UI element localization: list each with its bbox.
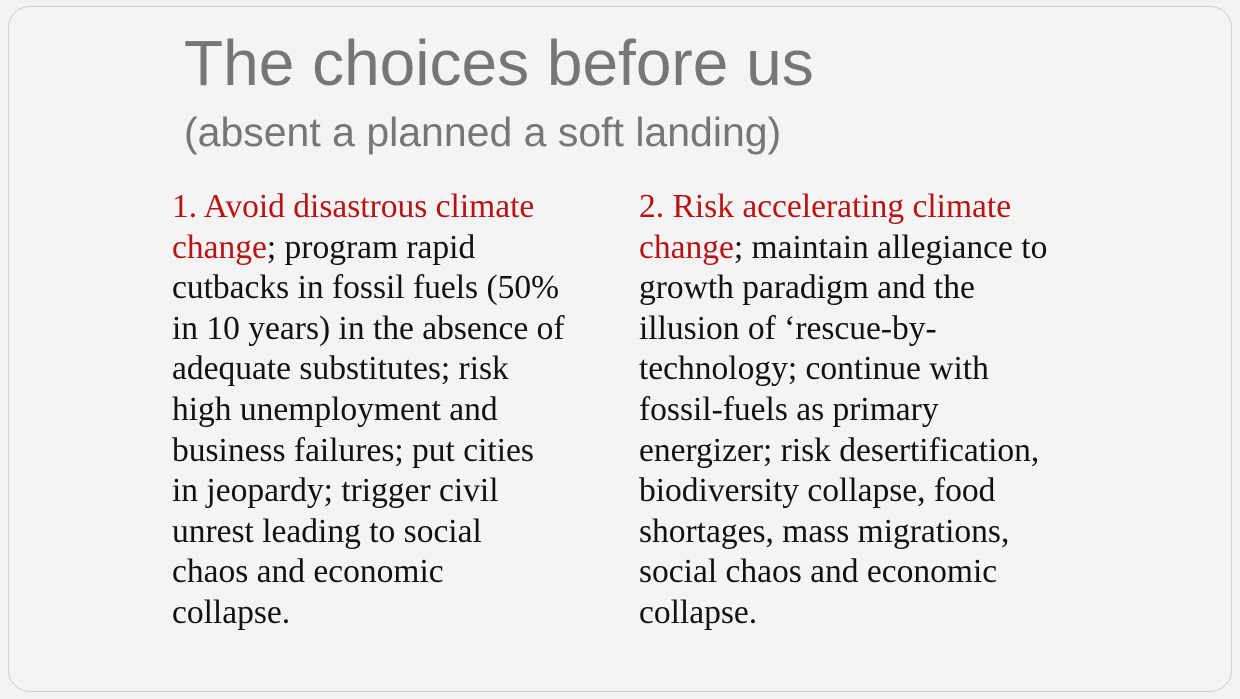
choice-2-heading-line: 2. Risk accelerating climate (639, 188, 1012, 225)
slide-title: The choices before us (184, 27, 814, 99)
slide-subtitle: (absent a planned a soft landing) (184, 109, 782, 155)
choice-2-text-line: social chaos and economic (639, 553, 998, 591)
choice-1-line (172, 228, 622, 269)
choice-2-line (639, 228, 1109, 269)
choice-2-text-line: illusion of ‘rescue-by- (639, 309, 937, 347)
choice-1-text-line: high unemployment and (172, 390, 498, 428)
choice-2-text-line: shortages, mass migrations, (639, 512, 1010, 550)
choice-1-text-line: unrest leading to social (172, 512, 482, 550)
choice-2-text-line: growth paradigm and the (639, 269, 975, 307)
choice-1-column (172, 187, 622, 634)
choice-1-text-line: cutbacks in fossil fuels (50% (172, 269, 560, 307)
choice-2-text-line: technology; continue with (639, 350, 989, 388)
choice-1-text-line: collapse. (172, 593, 291, 631)
choice-1-text-line: adequate substitutes; risk (172, 350, 509, 388)
choice-2-heading-line: change (639, 228, 734, 266)
choice-1-text-line: business failures; put cities (172, 431, 534, 469)
choice-1-text: ; program rapid (266, 228, 476, 266)
choice-2-text-line: fossil-fuels as primary (639, 390, 939, 428)
choice-1-text-line: in 10 years) in the absence of (172, 309, 565, 347)
slide (8, 6, 1232, 692)
choice-1-heading-line: 1. Avoid disastrous climate (172, 188, 535, 225)
choice-2-text-line: energizer; risk desertification, (639, 431, 1040, 469)
choice-1-heading-line: change (172, 228, 267, 266)
choice-2-text-line: collapse. (639, 593, 758, 631)
choice-1-text-line: in jeopardy; trigger civil (172, 472, 499, 510)
choice-2-column (639, 187, 1109, 634)
choice-2-text-line: biodiversity collapse, food (639, 472, 996, 510)
choice-1-text-line: chaos and economic (172, 553, 444, 591)
choice-2-text: ; maintain allegiance to (733, 228, 1048, 266)
